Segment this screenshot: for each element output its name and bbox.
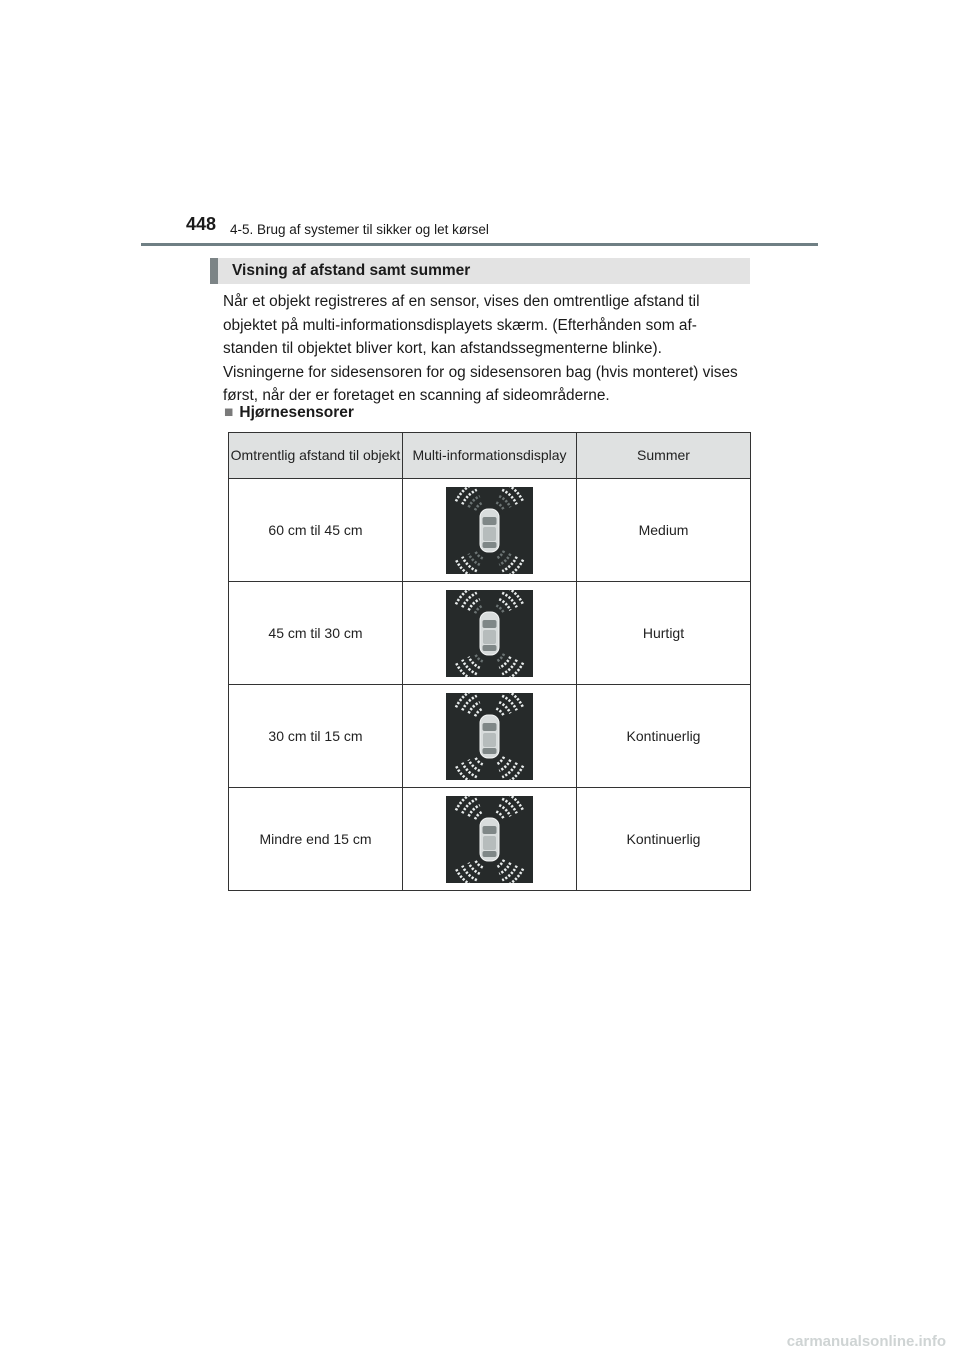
subheading-text: Hjørnesensorer	[239, 404, 354, 421]
distance-cell: Mindre end 15 cm	[229, 788, 403, 891]
table-row	[229, 685, 751, 788]
body-paragraph-1: Når et objekt registreres af en sensor, vises den omtrentlige afstand til objektet på multi-informationsdisplayets skærm. (Efterhånden som af-standen til objektet bliver kort, kan afstandssegmenterne blinke).	[223, 293, 700, 358]
sensor-segment	[496, 756, 504, 764]
sensor-segment-group	[496, 859, 523, 882]
body-paragraph-2: Visningerne for sidesensoren for og sidesensoren bag (hvis monteret) vises først, når der er foretaget en scanning af sideområderne.	[223, 363, 738, 405]
section-body	[223, 290, 750, 408]
sensor-segment-group	[456, 487, 483, 510]
subheading	[224, 404, 354, 422]
sensor-segment-group	[456, 796, 483, 819]
car-sensor-display-icon	[446, 590, 533, 677]
section-title: Visning af afstand samt summer	[232, 262, 471, 279]
header-divider	[141, 243, 818, 246]
sensor-segment	[502, 762, 517, 777]
sensor-segment-group	[496, 693, 523, 716]
sensor-segment	[462, 489, 477, 504]
sensor-segment-group	[456, 693, 483, 716]
sensor-segment-group	[456, 756, 483, 779]
sensor-segment	[502, 798, 517, 813]
display-cell	[403, 685, 577, 788]
sensor-segment-group	[456, 590, 483, 613]
display-svg	[446, 590, 533, 677]
sensor-segment-group	[496, 487, 523, 510]
car-icon	[480, 818, 499, 861]
display-svg	[446, 487, 533, 574]
sensor-segment	[496, 550, 504, 558]
sensor-segment	[462, 865, 477, 880]
sensor-segment	[462, 659, 477, 674]
buzzer-cell: Medium	[577, 479, 751, 582]
car-sensor-display-icon	[446, 487, 533, 574]
section-heading-bar	[210, 258, 750, 284]
sensor-segment	[456, 868, 474, 882]
sensor-segment	[456, 765, 474, 779]
car-icon	[480, 612, 499, 655]
sensor-segment	[496, 859, 504, 867]
sensor-segment-group	[496, 653, 523, 676]
distance-cell: 60 cm til 45 cm	[229, 479, 403, 582]
square-bullet-icon: ■	[224, 404, 234, 421]
sensor-segment	[462, 695, 477, 710]
sensor-segment	[475, 859, 483, 867]
car-sensor-display-icon	[446, 693, 533, 780]
table-row	[229, 582, 751, 685]
sensor-segment	[462, 762, 477, 777]
sensor-segment-group	[496, 796, 523, 819]
sensor-segment	[502, 592, 517, 607]
display-svg	[446, 693, 533, 780]
car-icon	[480, 715, 499, 758]
sensor-segment	[505, 693, 523, 707]
sensor-segment	[502, 865, 517, 880]
sensor-segment	[456, 559, 474, 573]
watermark: carmanualsonline.info	[786, 1333, 946, 1350]
sensor-distance-table	[228, 432, 751, 891]
sensor-segment-group	[496, 550, 523, 573]
sensor-segment-group	[496, 756, 523, 779]
sensor-segment	[505, 590, 523, 604]
sensor-segment	[475, 605, 483, 613]
sensor-segment	[502, 556, 517, 571]
sensor-segment-group	[456, 653, 483, 676]
buzzer-cell: Kontinuerlig	[577, 685, 751, 788]
table-row	[229, 788, 751, 891]
sensor-segment	[462, 592, 477, 607]
sensor-segment	[496, 653, 504, 661]
sensor-segment-group	[456, 550, 483, 573]
sensor-segment	[496, 502, 504, 510]
sensor-segment	[462, 556, 477, 571]
sensor-segment	[505, 796, 523, 810]
buzzer-cell: Kontinuerlig	[577, 788, 751, 891]
sensor-segment	[496, 708, 504, 716]
sensor-segment	[496, 605, 504, 613]
sensor-segment	[475, 653, 483, 661]
column-header-display: Multi-informationsdisplay	[403, 433, 577, 479]
car-icon	[480, 509, 499, 552]
sensor-segment	[475, 550, 483, 558]
sensor-segment	[475, 502, 483, 510]
sensor-segment-group	[496, 590, 523, 613]
distance-cell: 45 cm til 30 cm	[229, 582, 403, 685]
column-header-buzzer: Summer	[577, 433, 751, 479]
distance-cell: 30 cm til 15 cm	[229, 685, 403, 788]
sensor-segment-group	[456, 859, 483, 882]
sensor-segment	[505, 487, 523, 501]
sensor-segment	[496, 811, 504, 819]
sensor-segment	[502, 695, 517, 710]
display-cell	[403, 479, 577, 582]
buzzer-cell: Hurtigt	[577, 582, 751, 685]
sensor-segment	[475, 756, 483, 764]
sensor-segment	[475, 708, 483, 716]
display-cell	[403, 788, 577, 891]
sensor-segment	[502, 659, 517, 674]
sensor-segment	[502, 489, 517, 504]
chapter-title: 4-5. Brug af systemer til sikker og let kørsel	[230, 222, 489, 237]
table-row	[229, 479, 751, 582]
sensor-segment	[462, 798, 477, 813]
display-svg	[446, 796, 533, 883]
table-header-row	[229, 433, 751, 479]
car-sensor-display-icon	[446, 796, 533, 883]
column-header-distance: Omtrentlig afstand til objekt	[229, 433, 403, 479]
page-number: 448	[186, 214, 217, 234]
display-cell	[403, 582, 577, 685]
sensor-segment	[456, 662, 474, 676]
sensor-segment	[475, 811, 483, 819]
